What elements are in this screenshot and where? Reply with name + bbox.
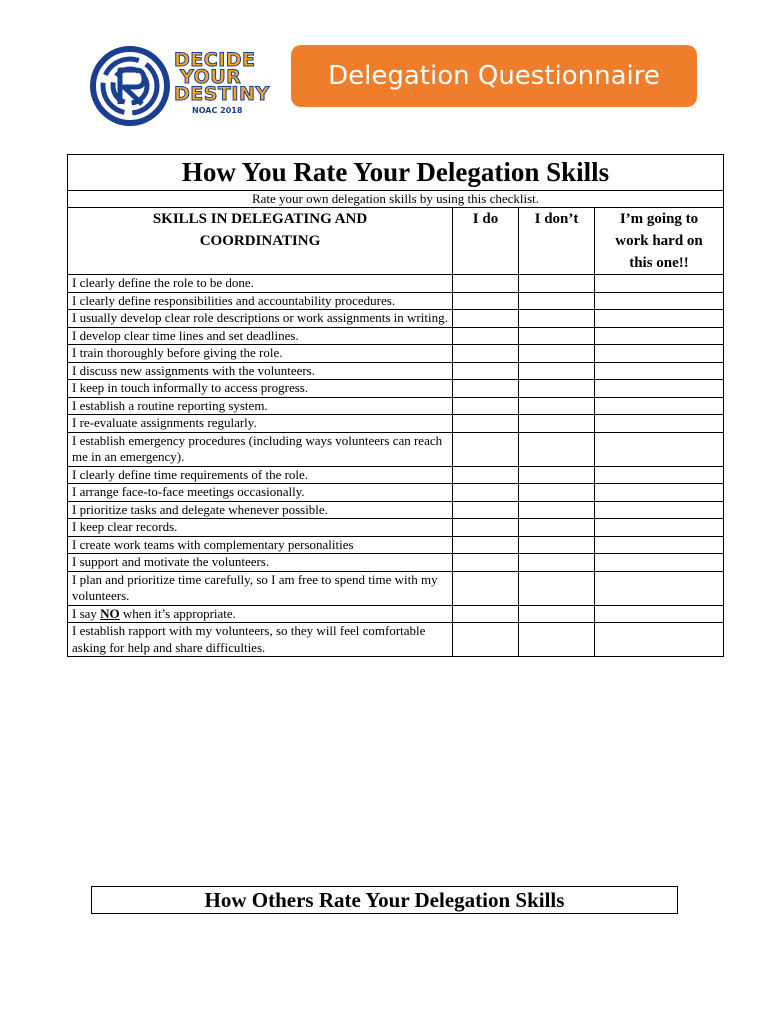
work-hard-cell[interactable] (595, 605, 724, 623)
i-do-cell[interactable] (453, 310, 519, 328)
work-hard-cell[interactable] (595, 345, 724, 363)
i-do-cell[interactable] (453, 397, 519, 415)
i-do-cell[interactable] (453, 362, 519, 380)
work-hard-cell[interactable] (595, 554, 724, 572)
table-instructions: Rate your own delegation skills by using this checklist. (68, 191, 724, 208)
i-dont-cell[interactable] (519, 327, 595, 345)
i-dont-cell[interactable] (519, 571, 595, 605)
i-dont-cell[interactable] (519, 466, 595, 484)
i-do-cell[interactable] (453, 380, 519, 398)
i-do-cell[interactable] (453, 484, 519, 502)
i-do-cell[interactable] (453, 536, 519, 554)
work-hard-cell[interactable] (595, 519, 724, 537)
i-do-cell[interactable] (453, 466, 519, 484)
i-do-cell[interactable] (453, 432, 519, 466)
table-rows (68, 275, 724, 606)
i-dont-cell[interactable] (519, 432, 595, 466)
table-row: I create work teams with complementary personalities (68, 536, 453, 554)
i-do-cell[interactable] (453, 605, 519, 623)
work-hard-cell[interactable] (595, 275, 724, 293)
work-hard-cell[interactable] (595, 536, 724, 554)
i-dont-cell[interactable] (519, 397, 595, 415)
i-dont-cell[interactable] (519, 484, 595, 502)
table-title: How You Rate Your Delegation Skills (68, 155, 724, 191)
table-row: I keep in touch informally to access progress. (68, 380, 453, 398)
table-row: I support and motivate the volunteers. (68, 554, 453, 572)
work-hard-cell[interactable] (595, 501, 724, 519)
header-i-dont: I don’t (519, 208, 595, 275)
i-dont-cell[interactable] (519, 415, 595, 433)
self-rating-table (67, 154, 724, 657)
table-row: I arrange face-to-face meetings occasionally. (68, 484, 453, 502)
table-row: I clearly define responsibilities and accountability procedures. (68, 292, 453, 310)
work-hard-cell[interactable] (595, 623, 724, 657)
i-dont-cell[interactable] (519, 275, 595, 293)
table-row: I establish rapport with my volunteers, so they will feel comfortable asking for help and share difficulties. (68, 623, 453, 657)
work-hard-cell[interactable] (595, 432, 724, 466)
table-row: I plan and prioritize time carefully, so I am free to spend time with my volunteers. (68, 571, 453, 605)
maze-circle-icon (90, 46, 170, 126)
i-do-cell[interactable] (453, 501, 519, 519)
table-row: I clearly define time requirements of the role. (68, 466, 453, 484)
decide-your-destiny-logo (90, 46, 270, 126)
i-do-cell[interactable] (453, 623, 519, 657)
i-dont-cell[interactable] (519, 623, 595, 657)
table-row: I discuss new assignments with the volunteers. (68, 362, 453, 380)
i-dont-cell[interactable] (519, 605, 595, 623)
table-row: I establish a routine reporting system. (68, 397, 453, 415)
table-row: I develop clear time lines and set deadlines. (68, 327, 453, 345)
i-dont-cell[interactable] (519, 310, 595, 328)
work-hard-cell[interactable] (595, 327, 724, 345)
i-do-cell[interactable] (453, 275, 519, 293)
i-dont-cell[interactable] (519, 345, 595, 363)
table-row: I train thoroughly before giving the role. (68, 345, 453, 363)
logo-word-decide: DECIDE (174, 49, 256, 71)
no-emphasis: NO (100, 605, 120, 621)
header-going-to-work: I’m going to work hard on this one!! (595, 208, 724, 275)
table-row: I clearly define the role to be done. (68, 275, 453, 293)
table-row: I keep clear records. (68, 519, 453, 537)
logo-word-destiny: DESTINY (174, 83, 270, 105)
table-row: I usually develop clear role descriptions or work assignments in writing. (68, 310, 453, 328)
work-hard-cell[interactable] (595, 362, 724, 380)
i-do-cell[interactable] (453, 415, 519, 433)
table-row: I prioritize tasks and delegate whenever possible. (68, 501, 453, 519)
i-dont-cell[interactable] (519, 554, 595, 572)
table-row: I say NO when it’s appropriate. (68, 605, 453, 623)
i-do-cell[interactable] (453, 519, 519, 537)
work-hard-cell[interactable] (595, 380, 724, 398)
i-dont-cell[interactable] (519, 362, 595, 380)
work-hard-cell[interactable] (595, 484, 724, 502)
questionnaire-banner: Delegation Questionnaire (291, 45, 697, 107)
work-hard-cell[interactable] (595, 415, 724, 433)
i-do-cell[interactable] (453, 554, 519, 572)
logo-subtitle: NOAC 2018 (192, 106, 243, 115)
work-hard-cell[interactable] (595, 397, 724, 415)
i-dont-cell[interactable] (519, 536, 595, 554)
header-i-do: I do (453, 208, 519, 275)
i-dont-cell[interactable] (519, 501, 595, 519)
logo-word-your: YOUR (180, 66, 242, 88)
i-do-cell[interactable] (453, 571, 519, 605)
work-hard-cell[interactable] (595, 292, 724, 310)
others-rating-title: How Others Rate Your Delegation Skills (91, 886, 678, 914)
i-dont-cell[interactable] (519, 380, 595, 398)
work-hard-cell[interactable] (595, 310, 724, 328)
i-dont-cell[interactable] (519, 292, 595, 310)
i-do-cell[interactable] (453, 345, 519, 363)
i-do-cell[interactable] (453, 327, 519, 345)
header-skills: SKILLS IN DELEGATING AND COORDINATING (68, 208, 453, 275)
work-hard-cell[interactable] (595, 571, 724, 605)
i-do-cell[interactable] (453, 292, 519, 310)
work-hard-cell[interactable] (595, 466, 724, 484)
i-dont-cell[interactable] (519, 519, 595, 537)
table-row: I re-evaluate assignments regularly. (68, 415, 453, 433)
table-row: I establish emergency procedures (including ways volunteers can reach me in an emergency). (68, 432, 453, 466)
